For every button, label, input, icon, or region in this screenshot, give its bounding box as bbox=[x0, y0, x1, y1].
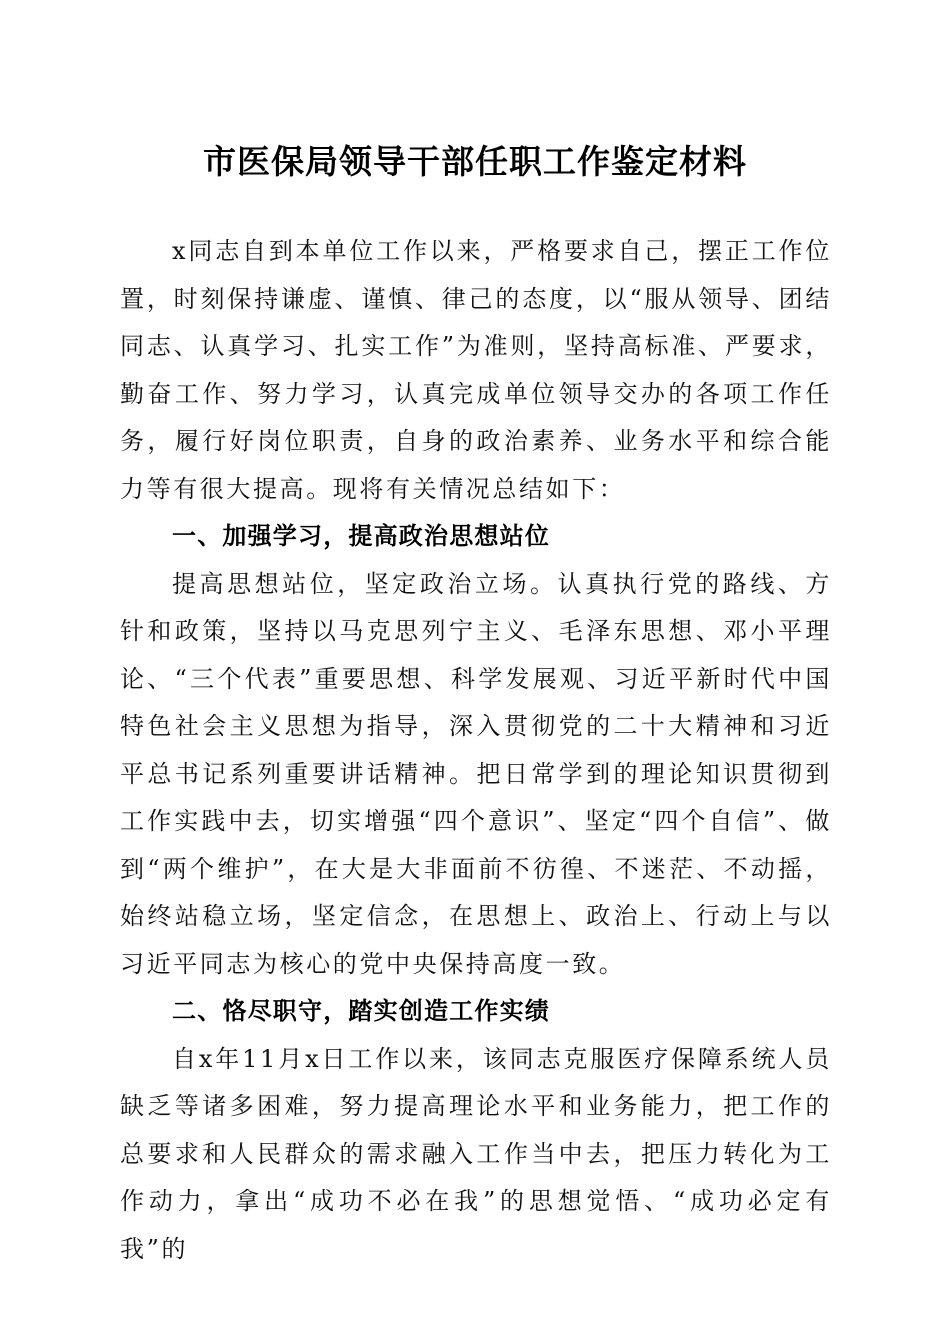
document-body bbox=[120, 228, 832, 1273]
section-heading-1: 一、加强学习，提高政治思想站位 bbox=[172, 522, 550, 550]
paragraph-section-2: 自x年11月x日工作以来，该同志克服医疗保障系统人员缺乏等诸多困难，努力提高理论水平和业务能力，把工作的总要求和人民群众的需求融入工作当中去，把压力转化为工作动力，拿出“成功不必在我”的思想觉悟、“成功必定有我”的 bbox=[120, 1044, 832, 1263]
section-heading-2: 二、恪尽职守，踏实创造工作实绩 bbox=[172, 997, 550, 1025]
paragraph-section-1: 提高思想站位，坚定政治立场。认真执行党的路线、方针和政策，坚持以马克思列宁主义、毛泽东思想、邓小平理论、“三个代表”重要思想、科学发展观、习近平新时代中国特色社会主义思想为指导，深入贯彻党的二十大精神和习近平总书记系列重要讲话精神。把日常学到的理论知识贯彻到工作实践中去，切实增强“四个意识”、坚定“四个自信”、做到“两个维护”，在大是大非面前不彷徨、不迷茫、不动摇，始终站稳立场，坚定信念，在思想上、政治上、行动上与以习近平同志为核心的党中央保持高度一致。 bbox=[120, 569, 832, 978]
paragraph-intro: x同志自到本单位工作以来，严格要求自己，摆正工作位置，时刻保持谦虚、谨慎、律己的态度，以“服从领导、团结同志、认真学习、扎实工作”为准则，坚持高标准、严要求，勤奋工作、努力学习，认真完成单位领导交办的各项工作任务，履行好岗位职责，自身的政治素养、业务水平和综合能力等有很大提高。现将有关情况总结如下： bbox=[120, 237, 832, 503]
document-title: 市医保局领导干部任职工作鉴定材料 bbox=[203, 142, 747, 181]
